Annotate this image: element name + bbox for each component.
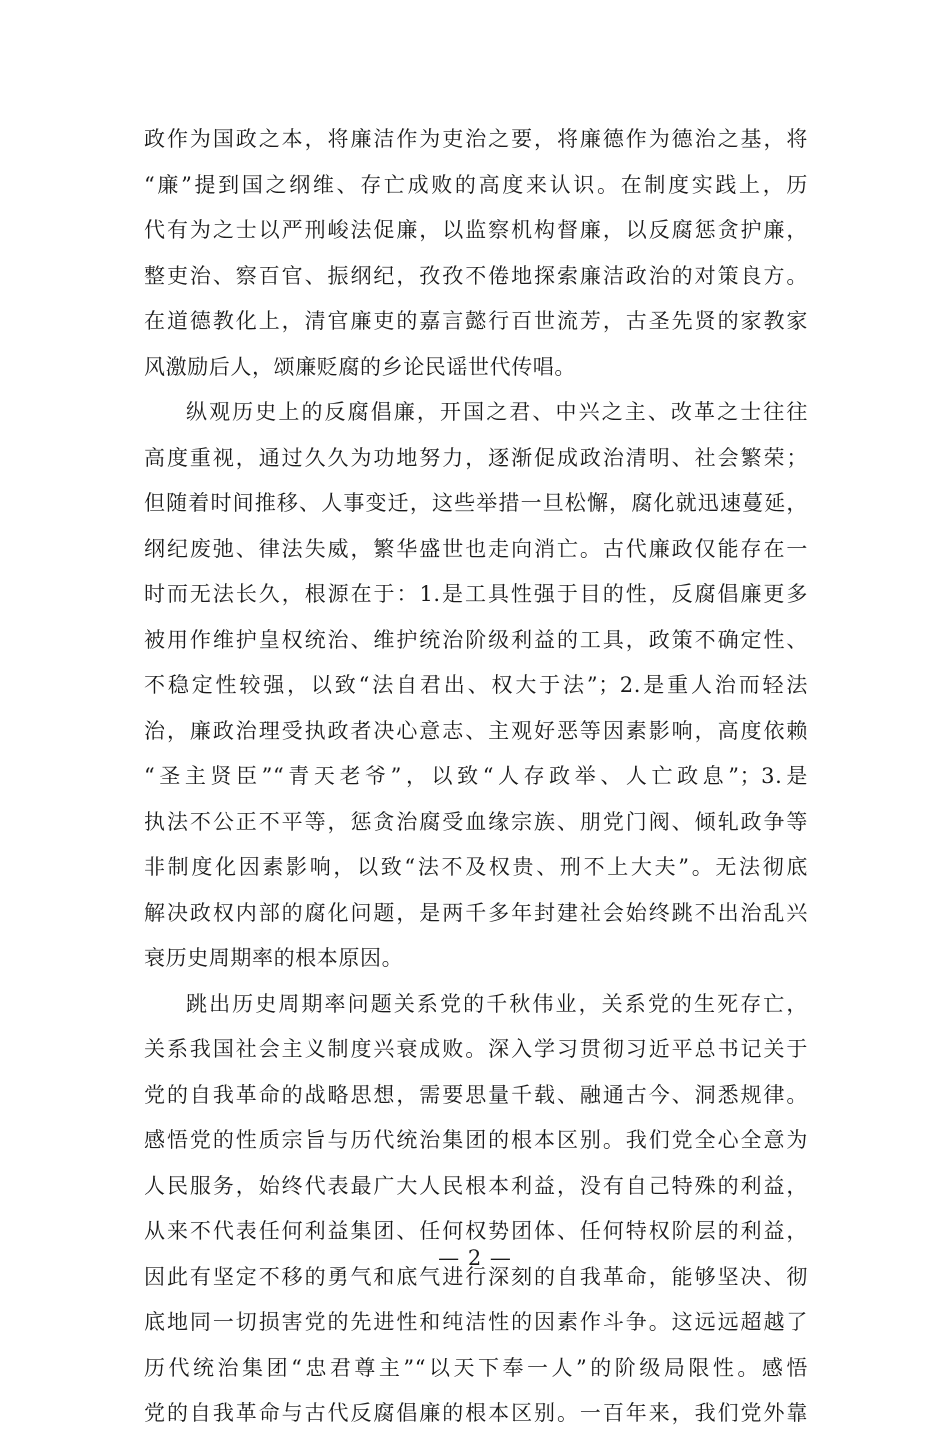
text-line: 时而无法长久，根源在于：1.是工具性强于目的性，反腐倡廉更多: [144, 582, 808, 606]
text-line: 风激励后人，颂廉贬腐的乡论民谣世代传唱。: [144, 354, 576, 379]
text-line: 党的自我革命与古代反腐倡廉的根本区别。一百年来，我们党外靠: [144, 1401, 808, 1425]
text-line: 但随着时间推移、人事变迁，这些举措一旦松懈，腐化就迅速蔓延，: [144, 491, 808, 515]
text-line: 被用作维护皇权统治、维护统治阶级利益的工具，政策不确定性、: [144, 627, 808, 652]
text-line: 历代统治集团“忠君尊主”“以天下奉一人”的阶级局限性。感悟: [144, 1355, 808, 1380]
text-line: 因此有坚定不移的勇气和底气进行深刻的自我革命，能够坚决、彻: [144, 1264, 808, 1289]
text-line: 人民服务，始终代表最广大人民根本利益，没有自己特殊的利益，: [144, 1173, 808, 1198]
paragraph-first-line: 纵观历史上的反腐倡廉，开国之君、中兴之主、改革之士往往: [186, 400, 808, 424]
text-line: 高度重视，通过久久为功地努力，逐渐促成政治清明、社会繁荣；: [144, 445, 808, 470]
text-line: 衰历史周期率的根本原因。: [144, 946, 404, 970]
text-line: 不稳定性较强，以致“法自君出、权大于法”；2.是重人治而轻法: [144, 673, 808, 697]
text-line: 纲纪废弛、律法失威，繁华盛世也走向消亡。古代廉政仅能存在一: [144, 536, 808, 561]
text-line: 关系我国社会主义制度兴衰成败。深入学习贯彻习近平总书记关于: [144, 1037, 808, 1061]
text-line: 整吏治、察百官、振纲纪，孜孜不倦地探索廉洁政治的对策良方。: [144, 263, 808, 288]
page-number: — 2 —: [438, 1246, 512, 1270]
text-line: 执法不公正不平等，惩贪治腐受血缘宗族、朋党门阀、倾轧政争等: [144, 809, 808, 834]
text-line: 政作为国政之本，将廉洁作为吏治之要，将廉德作为德治之基，将: [144, 127, 808, 151]
text-line: 非制度化因素影响，以致“法不及权贵、刑不上大夫”。无法彻底: [144, 855, 808, 879]
body-text: [144, 117, 808, 1437]
text-line: 从来不代表任何利益集团、任何权势团体、任何特权阶层的利益，: [144, 1219, 808, 1243]
paragraph-first-line: 跳出历史周期率问题关系党的千秋伟业，关系党的生死存亡，: [186, 991, 808, 1016]
text-line: “廉”提到国之纲维、存亡成败的高度来认识。在制度实践上，历: [144, 172, 808, 197]
text-line: 感悟党的性质宗旨与历代统治集团的根本区别。我们党全心全意为: [144, 1128, 808, 1152]
text-line: “圣主贤臣”“青天老爷”，以致“人存政举、人亡政息”；3.是: [144, 764, 808, 788]
text-line: 在道德教化上，清官廉吏的嘉言懿行百世流芳，古圣先贤的家教家: [144, 309, 808, 333]
text-line: 党的自我革命的战略思想，需要思量千载、融通古今、洞悉规律。: [144, 1082, 808, 1107]
text-line: 代有为之士以严刑峻法促廉，以监察机构督廉，以反腐惩贪护廉，: [144, 218, 808, 242]
text-line: 解决政权内部的腐化问题，是两千多年封建社会始终跳不出治乱兴: [144, 900, 808, 925]
text-line: 底地同一切损害党的先进性和纯洁性的因素作斗争。这远远超越了: [144, 1310, 808, 1334]
text-line: 治，廉政治理受执政者决心意志、主观好恶等因素影响，高度依赖: [144, 718, 808, 743]
